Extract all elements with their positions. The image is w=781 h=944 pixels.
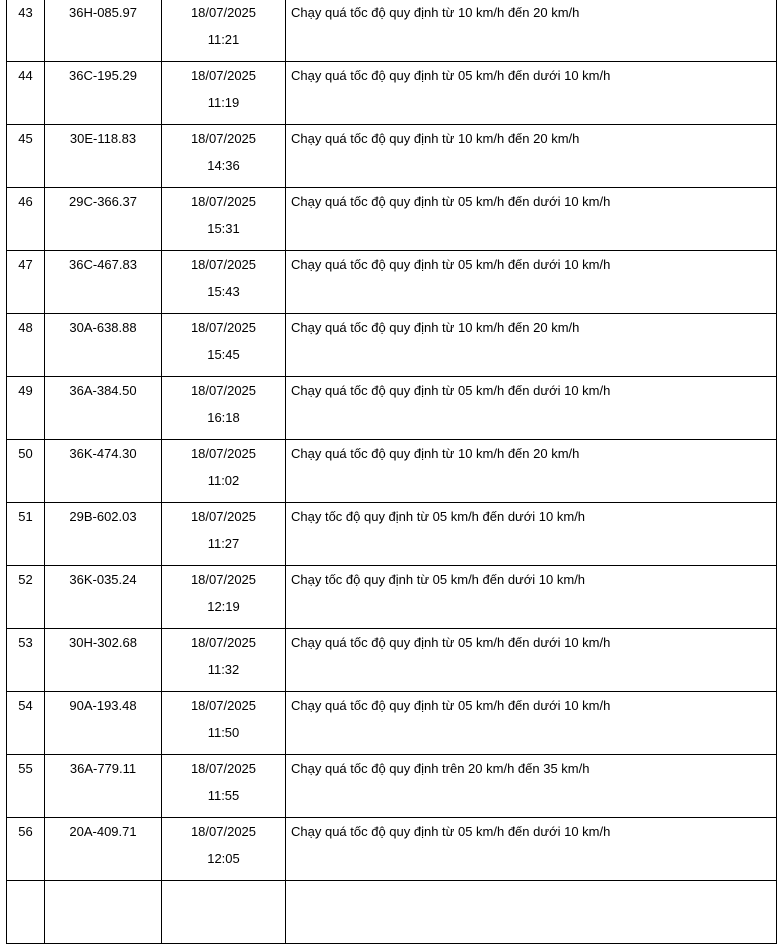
row-number: 46	[18, 194, 33, 209]
table-row	[7, 314, 777, 377]
license-plate-cell	[45, 0, 162, 62]
violation-description: Chạy quá tốc độ quy định từ 05 km/h đến dưới 10 km/h	[291, 257, 611, 272]
datetime-cell	[162, 0, 286, 62]
row-number-cell	[7, 125, 45, 188]
datetime-cell	[162, 503, 286, 566]
row-number-cell	[7, 566, 45, 629]
violation-date: 18/07/2025	[190, 131, 257, 146]
table-row	[7, 881, 777, 944]
license-plate: 30H-302.68	[69, 635, 137, 650]
table-row	[7, 251, 777, 314]
violation-cell	[286, 0, 777, 62]
datetime-cell	[162, 62, 286, 125]
license-plate-cell	[45, 503, 162, 566]
violation-cell	[286, 692, 777, 755]
license-plate-cell	[45, 755, 162, 818]
violation-description: Chạy quá tốc độ quy định từ 10 km/h đến 20 km/h	[291, 131, 580, 146]
violation-date: 18/07/2025	[190, 824, 257, 839]
table-row	[7, 566, 777, 629]
row-number-cell	[7, 0, 45, 62]
violations-table-body	[7, 0, 777, 944]
row-number-cell	[7, 755, 45, 818]
violation-date: 18/07/2025	[190, 320, 257, 335]
table-row	[7, 692, 777, 755]
violation-time: 11:19	[207, 95, 240, 110]
table-row	[7, 377, 777, 440]
row-number: 53	[18, 635, 33, 650]
license-plate-cell	[45, 188, 162, 251]
row-number: 49	[18, 383, 33, 398]
violation-time: 11:50	[207, 725, 240, 740]
violation-description: Chạy quá tốc độ quy định từ 05 km/h đến dưới 10 km/h	[291, 824, 611, 839]
table-row	[7, 818, 777, 881]
license-plate-cell	[45, 881, 162, 944]
license-plate: 20A-409.71	[69, 824, 137, 839]
violation-description: Chạy tốc độ quy định từ 05 km/h đến dưới 10 km/h	[291, 509, 586, 524]
violation-time: 11:02	[207, 473, 240, 488]
violation-date: 18/07/2025	[190, 257, 257, 272]
license-plate: 90A-193.48	[69, 698, 137, 713]
row-number-cell	[7, 377, 45, 440]
violation-cell	[286, 755, 777, 818]
row-number-cell	[7, 818, 45, 881]
license-plate-cell	[45, 251, 162, 314]
datetime-cell	[162, 251, 286, 314]
datetime-cell	[162, 440, 286, 503]
violation-date: 18/07/2025	[190, 194, 257, 209]
violation-time: 11:21	[207, 32, 240, 47]
license-plate-cell	[45, 62, 162, 125]
violation-description: Chạy quá tốc độ quy định từ 05 km/h đến dưới 10 km/h	[291, 68, 611, 83]
violation-cell	[286, 251, 777, 314]
table-row	[7, 755, 777, 818]
row-number: 47	[18, 257, 33, 272]
row-number-cell	[7, 440, 45, 503]
violation-time: 14:36	[207, 158, 240, 173]
row-number: 51	[18, 509, 33, 524]
license-plate: 29B-602.03	[69, 509, 137, 524]
violation-cell	[286, 314, 777, 377]
datetime-cell	[162, 125, 286, 188]
violation-date: 18/07/2025	[190, 698, 257, 713]
license-plate: 36K-035.24	[69, 572, 137, 587]
violation-cell	[286, 125, 777, 188]
violation-time: 12:19	[207, 599, 240, 614]
license-plate: 36K-474.30	[69, 446, 137, 461]
violation-date: 18/07/2025	[190, 446, 257, 461]
row-number-cell	[7, 692, 45, 755]
license-plate: 36C-467.83	[69, 257, 137, 272]
violation-cell	[286, 188, 777, 251]
datetime-cell	[162, 692, 286, 755]
datetime-cell	[162, 188, 286, 251]
row-number: 50	[18, 446, 33, 461]
row-number-cell	[7, 62, 45, 125]
row-number: 52	[18, 572, 33, 587]
datetime-cell	[162, 314, 286, 377]
row-number: 56	[18, 824, 33, 839]
license-plate: 30E-118.83	[69, 131, 137, 146]
license-plate-cell	[45, 125, 162, 188]
violation-description: Chạy quá tốc độ quy định trên 20 km/h đến 35 km/h	[291, 761, 590, 776]
row-number: 54	[18, 698, 33, 713]
violation-description: Chạy quá tốc độ quy định từ 05 km/h đến dưới 10 km/h	[291, 635, 611, 650]
datetime-cell	[162, 629, 286, 692]
violation-cell	[286, 818, 777, 881]
violation-description: Chạy quá tốc độ quy định từ 05 km/h đến dưới 10 km/h	[291, 383, 611, 398]
datetime-cell	[162, 755, 286, 818]
license-plate: 30A-638.88	[69, 320, 137, 335]
license-plate: 36A-384.50	[69, 383, 137, 398]
table-row	[7, 62, 777, 125]
violation-description: Chạy quá tốc độ quy định từ 10 km/h đến 20 km/h	[291, 5, 580, 20]
violation-time: 11:55	[207, 788, 240, 803]
license-plate-cell	[45, 566, 162, 629]
datetime-cell	[162, 881, 286, 944]
violations-table	[6, 0, 777, 944]
violation-time: 16:18	[207, 410, 240, 425]
license-plate-cell	[45, 629, 162, 692]
violation-date: 18/07/2025	[190, 572, 257, 587]
license-plate-cell	[45, 314, 162, 377]
license-plate-cell	[45, 818, 162, 881]
violation-time: 15:43	[207, 284, 240, 299]
table-row	[7, 629, 777, 692]
violation-time: 11:27	[207, 536, 240, 551]
violation-date: 18/07/2025	[190, 5, 257, 20]
license-plate: 36A-779.11	[69, 761, 137, 776]
datetime-cell	[162, 377, 286, 440]
violation-date: 18/07/2025	[190, 635, 257, 650]
violation-date: 18/07/2025	[190, 68, 257, 83]
violation-cell	[286, 566, 777, 629]
row-number: 55	[18, 761, 33, 776]
table-row	[7, 188, 777, 251]
row-number-cell	[7, 314, 45, 377]
datetime-cell	[162, 818, 286, 881]
table-row	[7, 125, 777, 188]
violation-cell	[286, 377, 777, 440]
violation-description: Chạy quá tốc độ quy định từ 05 km/h đến dưới 10 km/h	[291, 194, 611, 209]
violation-description: Chạy quá tốc độ quy định từ 10 km/h đến 20 km/h	[291, 320, 580, 335]
row-number-cell	[7, 503, 45, 566]
violation-time: 15:45	[207, 347, 240, 362]
table-row	[7, 0, 777, 62]
row-number-cell	[7, 188, 45, 251]
violation-cell	[286, 440, 777, 503]
violation-date: 18/07/2025	[190, 383, 257, 398]
license-plate: 36C-195.29	[69, 68, 137, 83]
row-number: 45	[18, 131, 33, 146]
license-plate-cell	[45, 692, 162, 755]
row-number-cell	[7, 881, 45, 944]
table-row	[7, 503, 777, 566]
violation-date: 18/07/2025	[190, 761, 257, 776]
table-row	[7, 440, 777, 503]
violation-description: Chạy tốc độ quy định từ 05 km/h đến dưới 10 km/h	[291, 572, 586, 587]
violation-description: Chạy quá tốc độ quy định từ 10 km/h đến 20 km/h	[291, 446, 580, 461]
row-number-cell	[7, 629, 45, 692]
violation-time: 15:31	[207, 221, 240, 236]
violation-cell	[286, 881, 777, 944]
violation-cell	[286, 503, 777, 566]
violation-time: 11:32	[207, 662, 240, 677]
violation-cell	[286, 629, 777, 692]
row-number: 44	[18, 68, 33, 83]
license-plate: 36H-085.97	[69, 5, 137, 20]
license-plate-cell	[45, 377, 162, 440]
row-number: 48	[18, 320, 33, 335]
violation-description: Chạy quá tốc độ quy định từ 05 km/h đến dưới 10 km/h	[291, 698, 611, 713]
row-number: 43	[18, 5, 33, 20]
violation-cell	[286, 62, 777, 125]
license-plate: 29C-366.37	[69, 194, 137, 209]
violation-time: 12:05	[207, 851, 240, 866]
violation-date: 18/07/2025	[190, 509, 257, 524]
datetime-cell	[162, 566, 286, 629]
row-number-cell	[7, 251, 45, 314]
license-plate-cell	[45, 440, 162, 503]
